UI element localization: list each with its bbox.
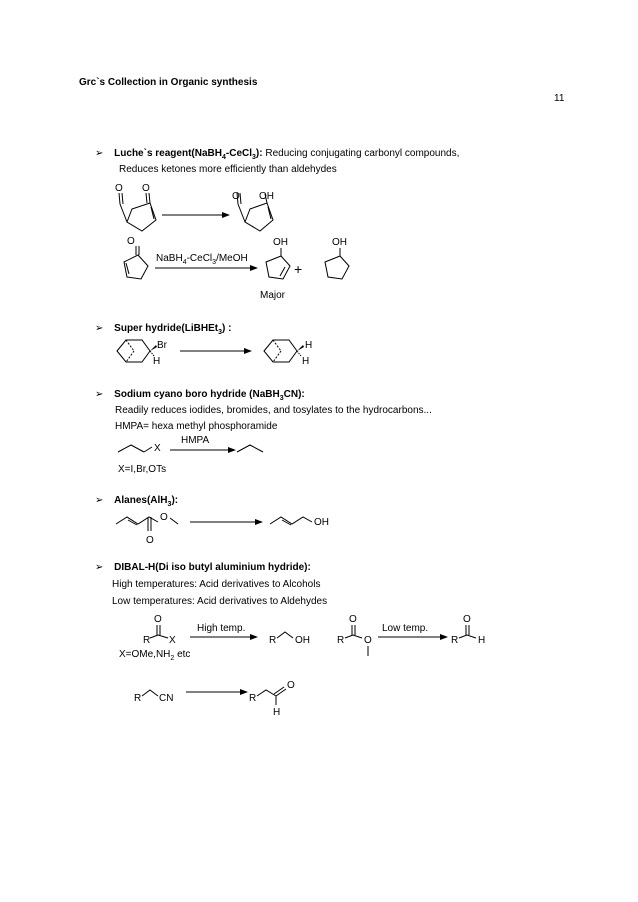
dibal-aldehyde-product — [451, 614, 485, 646]
bullet-arrow-icon: ➢ — [95, 495, 104, 506]
atom-oh: OH — [314, 517, 329, 528]
atom-oh: OH — [295, 635, 310, 646]
x-definition: X=I,Br,OTs — [118, 464, 167, 475]
luche-title: Luche`s reagent(NaBH$_4$-CeCl$_3$): — [114, 148, 263, 161]
dibal-ester — [337, 614, 372, 656]
atom-r: R — [249, 693, 257, 704]
major-label: Major — [260, 290, 286, 301]
nabh3cn-line2: HMPA= hexa methyl phosphoramide — [115, 421, 278, 432]
atom-h: H — [302, 356, 310, 367]
atom-r: R — [143, 635, 151, 646]
luche-description: Reducing conjugating carbonyl compounds, — [262, 148, 460, 159]
atom-x: X — [154, 443, 161, 454]
dibal-nitrile — [134, 690, 173, 704]
atom-oh: OH — [332, 237, 347, 248]
bullet-arrow-icon: ➢ — [95, 389, 104, 400]
high-temp-label: High temp. — [197, 623, 246, 634]
bullet-arrow-icon: ➢ — [95, 148, 104, 159]
atom-o: O — [142, 183, 150, 194]
nabh3cn-line1: Readily reduces iodides, bromides, and tosylates to the hydrocarbons... — [115, 405, 432, 416]
atom-o: O — [232, 191, 240, 202]
luche-reagent: NaBH$_4$-CeCl$_3$/MeOH — [156, 253, 248, 266]
low-temp-label: Low temp. — [382, 623, 429, 634]
arrow-head-icon — [250, 634, 258, 640]
atom-r: R — [134, 693, 142, 704]
atom-r: R — [337, 635, 345, 646]
atom-o: O — [287, 680, 295, 691]
atom-oh: OH — [273, 237, 288, 248]
bullet-arrow-icon: ➢ — [95, 323, 104, 334]
atom-r: R — [451, 635, 459, 646]
page-header-title: Grc`s Collection in Organic synthesis — [79, 77, 258, 88]
atom-o: O — [364, 635, 372, 646]
atom-h: H — [273, 707, 281, 718]
atom-r: R — [269, 635, 277, 646]
atom-o: O — [463, 614, 471, 625]
atom-o: O — [160, 512, 168, 523]
atom-o: O — [146, 535, 154, 546]
atom-br: Br — [157, 340, 167, 351]
super-title: Super hydride(LiBHEt$_3$) : — [114, 323, 232, 336]
hmpa-reagent: HMPA — [181, 435, 210, 446]
atom-o: O — [127, 236, 135, 247]
dibal-line2: Low temperatures: Acid derivatives to Aldehydes — [112, 596, 328, 607]
atom-h: H — [478, 635, 486, 646]
atom-cn: CN — [159, 693, 174, 704]
atom-h: H — [153, 356, 161, 367]
page-number: 11 — [554, 93, 565, 104]
atom-h: H — [305, 340, 313, 351]
dibal-line1: High temperatures: Acid derivatives to Alcohols — [112, 579, 321, 590]
arrow-head-icon — [240, 689, 248, 695]
atom-x: X — [169, 635, 176, 646]
nabh3cn-title: Sodium cyano boro hydride (NaBH$_3$CN): — [114, 389, 305, 402]
x-definition: $X=OMe,NH_2$ etc — [119, 649, 191, 662]
atom-o: O — [349, 614, 357, 625]
dibal-alcohol-product — [269, 632, 310, 646]
atom-o: O — [115, 183, 123, 194]
dibal-title: DIBAL-H(Di iso butyl aluminium hydride): — [114, 562, 311, 573]
atom-o: O — [154, 614, 162, 625]
dibal-acid-derivative — [143, 614, 176, 646]
bullet-arrow-icon: ➢ — [95, 562, 104, 573]
plus-sign: + — [294, 261, 303, 277]
dibal-nitrile-aldehyde-product — [249, 680, 295, 718]
alanes-title: Alanes(AlH$_3$): — [114, 495, 179, 508]
arrow-head-icon — [440, 634, 448, 640]
luche-note: Reduces ketones more efficiently than aldehydes — [119, 164, 337, 175]
atom-oh: OH — [259, 191, 274, 202]
